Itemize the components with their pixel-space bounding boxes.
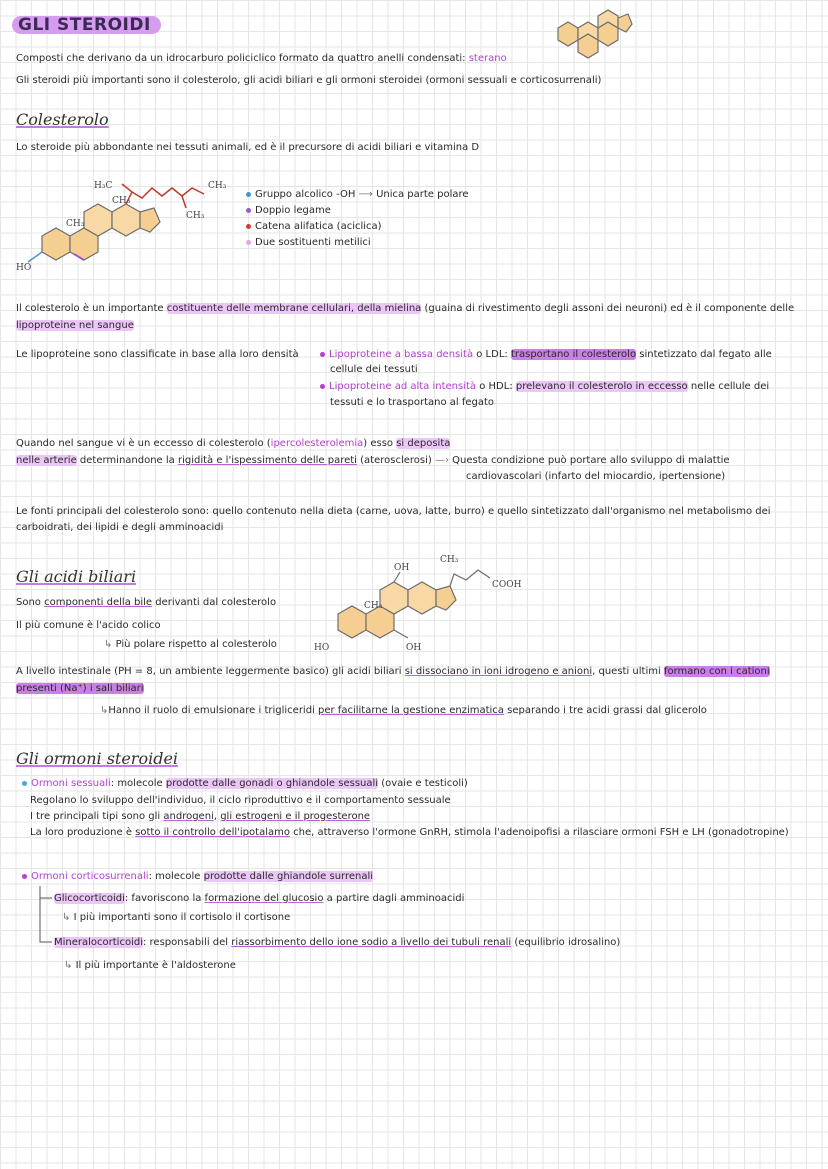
- text-span: nelle cellule dei: [687, 381, 770, 392]
- sexual-line-3: [30, 810, 370, 824]
- text-span: : responsabili del: [142, 937, 232, 948]
- ch3-top-label: CH₃: [112, 196, 131, 206]
- highlight-span: Glicocorticoidi: [54, 893, 125, 904]
- ch3-ring-label: CH₃: [66, 219, 85, 229]
- ldl-line-2: cellule dei tessuti: [330, 364, 418, 375]
- legend-label: Due sostituenti metilici: [255, 237, 371, 248]
- membranes-line-1: [16, 302, 794, 316]
- excess-line-1: [16, 437, 450, 451]
- underline-span: rigidità e l'ispessimento delle pareti: [177, 455, 357, 466]
- text-span: (aterosclerosi): [356, 455, 432, 466]
- cholesterol-definition: Lo steroide più abbondante nei tessuti animali, ed è il precursore di acidi biliari e vitamina D: [16, 142, 480, 153]
- sterane-term: sterano: [468, 53, 507, 64]
- highlight-span: Mineralocorticoidi: [54, 937, 143, 948]
- intro-line-1: [16, 52, 507, 66]
- bullet-dot-icon: [320, 384, 325, 389]
- underline-span: formazione del glucosio: [204, 893, 324, 904]
- ldl-line-1: [320, 348, 772, 362]
- legend-note: Unica parte polare: [376, 189, 469, 200]
- bile-line-2: Il più comune è l'acido colico: [16, 620, 161, 631]
- legend-item-hydroxyl: [246, 188, 469, 202]
- text-span: Il più importante è l'aldosterone: [75, 960, 236, 971]
- legend-item-methyl: [246, 236, 371, 250]
- text-span: ,: [213, 811, 221, 822]
- text-span: : molecole: [148, 871, 204, 882]
- text-span: : molecole: [110, 778, 166, 789]
- text-span: I tre principali tipi sono gli: [30, 811, 164, 822]
- emulsion-line: [100, 704, 707, 718]
- gluco-sub-line: [62, 911, 290, 925]
- ch3-chain-b-label: CH₃: [186, 211, 205, 221]
- highlight-span: trasportano il colesterolo: [510, 349, 637, 360]
- bullet-dot-icon: [320, 352, 325, 357]
- bullet-dot-icon: [22, 874, 27, 879]
- hormone-name: Ormoni corticosurrenali: [31, 871, 149, 882]
- text-span: derivanti dal colesterolo: [152, 597, 277, 608]
- intro-line-2: Gli steroidi più importanti sono il colesterolo, gli acidi biliari e gli ormoni steroidei (ormoni sessuali e corticosurrenali): [16, 75, 602, 86]
- excess-line-2: [16, 454, 730, 468]
- underline-span: per facilitarne la gestione enzimatica: [318, 705, 504, 716]
- legend-label: Doppio legame: [255, 205, 331, 216]
- text-span: determinandone la: [76, 455, 178, 466]
- text-span: (ovaie e testicoli): [378, 778, 468, 789]
- underline-span: si dissociano in ioni idrogeno e anioni: [404, 666, 593, 677]
- ch3-chain-a-label: CH₃: [208, 181, 227, 191]
- arrow-icon: ⟶: [358, 189, 373, 200]
- text-span: (equilibrio idrosalino): [511, 937, 621, 948]
- arrow-return-icon: ↳: [104, 639, 113, 650]
- mineral-line: [54, 936, 620, 950]
- text-span: Più polare rispetto al colesterolo: [115, 639, 277, 650]
- cholesterol-heading: Colesterolo: [16, 110, 109, 129]
- highlight-span: presenti (Na⁺) i sali biliari: [16, 683, 144, 694]
- hormone-name: Ormoni sessuali: [31, 778, 111, 789]
- intestinal-line-2: [16, 682, 144, 696]
- cortico-line-1: [22, 870, 373, 884]
- text-span: che, attraverso l'ormone GnRH, stimola l'adenoipofisi a rilasciare ormoni FSH e LH (gonadotropine): [289, 827, 789, 838]
- hdl-line-2: tessuti e lo trasportano al fegato: [330, 397, 495, 408]
- bile-line-3: [104, 638, 277, 652]
- sexual-line-1: [22, 777, 468, 791]
- excess-line-3: cardiovascolari (infarto del miocardio, ipertensione): [466, 471, 726, 482]
- intestinal-line-1: [16, 665, 770, 679]
- text-span: (guaina di rivestimento degli assoni dei neuroni) ed è il componente delle: [421, 303, 795, 314]
- text-span: , questi ultimi: [592, 666, 664, 677]
- text-span: : favoriscono la: [124, 893, 205, 904]
- sterane-structure: [538, 8, 634, 64]
- highlight-span: lipoproteine nel sangue: [16, 320, 134, 331]
- cholesterol-structure: [14, 176, 244, 276]
- ho-label: HO: [314, 643, 330, 653]
- legend-label: Catena alifatica (aciclica): [255, 221, 382, 232]
- highlight-span: prelevano il colesterolo in eccesso: [515, 381, 688, 392]
- page-title: GLI STEROIDI: [12, 16, 161, 34]
- arrow-return-icon: ↳: [64, 960, 73, 971]
- text-span: o HDL:: [476, 381, 516, 392]
- legend-item-double-bond: [246, 204, 331, 218]
- text-span: La loro produzione è: [30, 827, 136, 838]
- underline-span: sotto il controllo dell'ipotalamo: [135, 827, 290, 838]
- underline-span: androgeni: [163, 811, 214, 822]
- text-span: a partire dagli amminoacidi: [323, 893, 465, 904]
- arrow-return-icon: ↳: [100, 705, 109, 716]
- highlight-span: nelle arterie: [16, 455, 77, 466]
- text-span: o LDL:: [473, 349, 511, 360]
- text-span: I più importanti sono il cortisolo il cortisone: [73, 912, 291, 923]
- sexual-line-4: [30, 826, 789, 840]
- text-span: Il colesterolo è un importante: [16, 303, 167, 314]
- highlight-span: formano con i cationi: [663, 666, 770, 677]
- h3c-label: H₃C: [94, 181, 113, 191]
- arrow-return-icon: ↳: [62, 912, 71, 923]
- cholic-acid-structure: [312, 552, 532, 656]
- ldl-name: Lipoproteine a bassa densità: [329, 349, 474, 360]
- bullet-dot-icon: [246, 208, 251, 213]
- underline-span: gli estrogeni e il progesterone: [220, 811, 371, 822]
- sexual-line-2: Regolano lo sviluppo dell'individuo, il ciclo riproduttivo e il comportamento sessuale: [30, 795, 451, 806]
- oh-top-label: OH: [394, 563, 410, 573]
- gluco-line: [54, 892, 464, 906]
- mineral-sub-line: [64, 959, 236, 973]
- text-span: Quando nel sangue vi è un eccesso di colesterolo (: [16, 438, 271, 449]
- sources-line-1: Le fonti principali del colesterolo sono: quello contenuto nella dieta (carne, uova, latte, burro) e quello sintetizzato dall'organismo nel metabolismo dei: [16, 506, 771, 517]
- term-span: ipercolesterolemia: [270, 438, 364, 449]
- oh-bottom-label: OH: [406, 643, 422, 653]
- legend-label: Gruppo alcolico -OH: [255, 189, 356, 200]
- text-span: Hanno il ruolo di emulsionare i trigliceridi: [108, 705, 319, 716]
- hormones-heading: Gli ormoni steroidei: [16, 749, 179, 768]
- intro-text: Composti che derivano da un idrocarburo policiclico formato da quattro anelli condensati:: [16, 53, 469, 64]
- text-span: separando i tre acidi grassi dal glicerolo: [503, 705, 707, 716]
- highlight-span: costituente delle membrane cellulari, della mielina: [166, 303, 422, 314]
- membranes-line-2: [16, 319, 134, 333]
- ch3-ring-label: CH₃: [364, 601, 383, 611]
- underline-span: componenti della bile: [44, 597, 153, 608]
- ho-label: HO: [16, 263, 32, 273]
- highlight-span: prodotte dalle ghiandole surrenali: [203, 871, 374, 882]
- legend-item-chain: [246, 220, 382, 234]
- lipoproteins-intro: Le lipoproteine sono classificate in base alla loro densità: [16, 349, 299, 360]
- bullet-dot-icon: [246, 224, 251, 229]
- cooh-label: COOH: [492, 580, 522, 590]
- text-span: Questa condizione può portare allo sviluppo di malattie: [452, 455, 730, 466]
- hdl-line-1: [320, 380, 769, 394]
- highlight-span: prodotte dalle gonadi o ghiandole sessuali: [165, 778, 379, 789]
- bullet-dot-icon: [246, 240, 251, 245]
- bile-acids-heading: Gli acidi biliari: [16, 567, 137, 586]
- bile-line-1: [16, 596, 276, 610]
- ch3-top-label: CH₃: [440, 555, 459, 565]
- underline-span: riassorbimento dello ione sodio a livello dei tubuli renali: [231, 937, 512, 948]
- highlight-span: si deposita: [396, 438, 451, 449]
- sources-line-2: carboidrati, dei lipidi e degli amminoacidi: [16, 522, 224, 533]
- bullet-dot-icon: [22, 781, 27, 786]
- hdl-name: Lipoproteine ad alta intensità: [329, 381, 477, 392]
- text-span: A livello intestinale (PH = 8, un ambiente leggermente basico) gli acidi biliari: [16, 666, 405, 677]
- text-span: sintetizzato dal fegato alle: [636, 349, 772, 360]
- bullet-dot-icon: [246, 192, 251, 197]
- arrow-icon: —›: [434, 455, 449, 466]
- text-span: Sono: [16, 597, 45, 608]
- text-span: ) esso: [363, 438, 397, 449]
